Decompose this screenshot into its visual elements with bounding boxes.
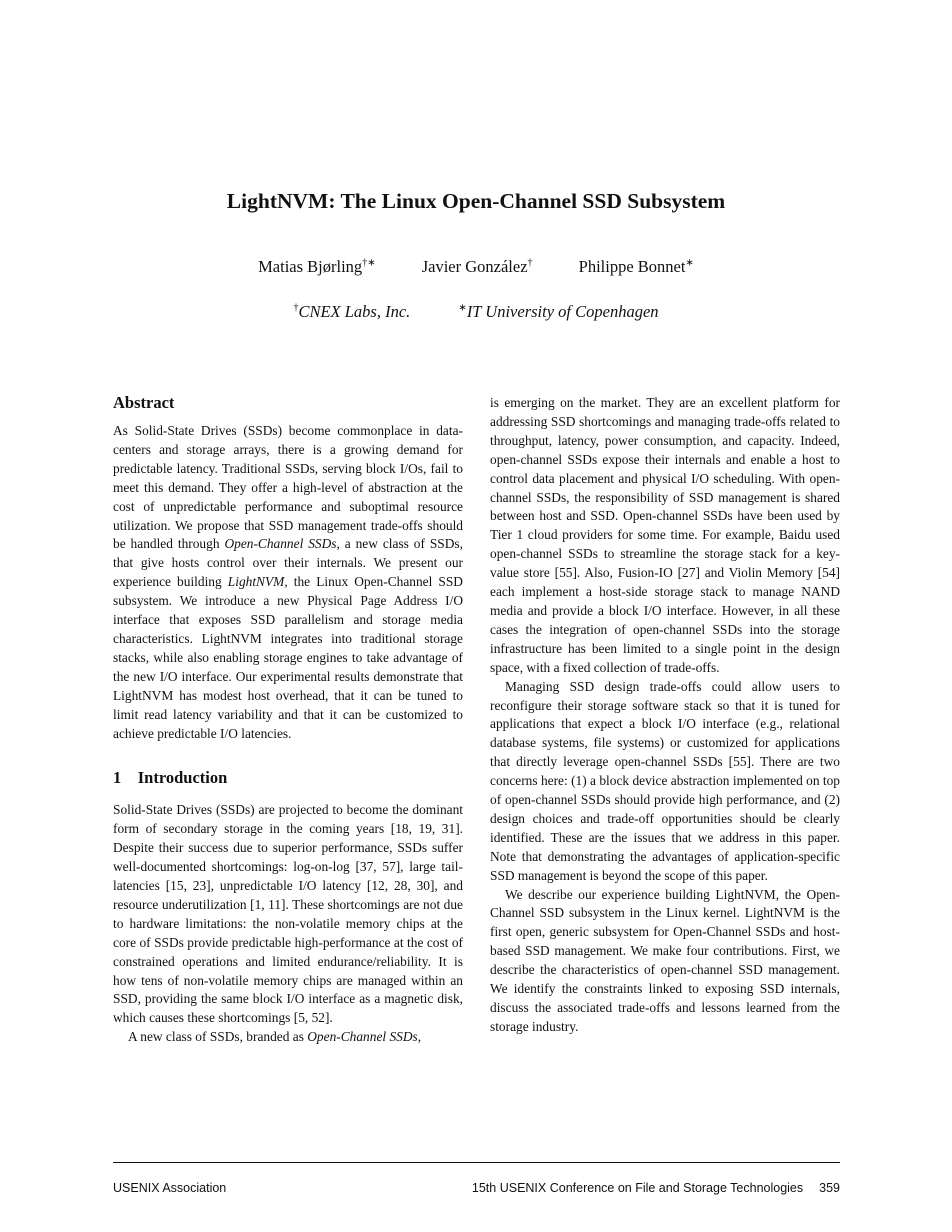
section-heading-introduction: 1 Introduction	[113, 768, 228, 788]
affiliation	[458, 302, 658, 322]
author-list	[0, 257, 952, 277]
abstract-heading: Abstract	[113, 393, 175, 412]
author-name: Javier González	[421, 257, 528, 276]
author	[579, 257, 694, 277]
intro-paragraph-1: Solid-State Drives (SSDs) are projected to become the dominant form of secondary storage in the coming years [18, 19, 31]. Despite their success due to superior performance, SSDs suffer well-documented shortcomings: log-on-log [37, 57], large tail-latencies [15, 23], unpredictable I/O latency [12, 28, 30], and resource underutilization [1, 11]. These shortcomings are not due to hardware limitations: the non-volatile memory chips at the core of SSDs provide predictable high-performance at the cost of constrained operations and limited endurance/reliability. It is how tens of non-volatile memory chips are managed within an SSD, providing the same block I/O interface as a magnetic disk, which causes these shortcomings [5, 52].	[113, 802, 463, 1026]
author-marks: †∗	[362, 257, 376, 269]
abstract-paragraph	[113, 422, 463, 743]
intro-paragraph-4: We describe our experience building LightNVM, the Open-Channel SSD subsystem in the Linux kernel. LightNVM is the first open, generic subsystem for Open-Channel SSDs and host-based SSD management. We make four contributions. First, we describe the characteristics of open-channel SSD management. We identify the constraints linked to exposing SSD internals, discuss the associated trade-offs and lessons learned from the storage industry.	[490, 886, 840, 1034]
paper-title: LightNVM: The Linux Open-Channel SSD Subsystem	[226, 189, 726, 213]
author-name: Philippe Bonnet	[578, 257, 686, 276]
abstract-text: As Solid-State Drives (SSDs) become commonplace in data-centers and storage arrays, there is a growing demand for predictable latency. Traditional SSDs, serving block I/Os, fail to meet this demand. They offer a high-level of abstraction at the cost of unpredictable performance and suboptimal resource utilization. We propose that SSD management trade-offs should be handled through	[113, 423, 463, 552]
intro-paragraph-3: Managing SSD design trade-offs could allow users to reconfigure their storage software stack so that it is tuned for applications that expect a block I/O interface (e.g., relational database systems, file systems) or customized for applications that directly leverage open-channel SSDs [55]. There are two concerns here: (1) a block device abstraction implemented on top of open-channel SSDs should provide high performance, and (2) design choices and trade-off opportunities should be clearly identified. These are the issues that we address in this paper. Note that demonstrating the advantages of application-specific SSD management is beyond the scope of this paper.	[490, 678, 840, 883]
left-column	[113, 392, 463, 1047]
footer-rule	[113, 1162, 840, 1163]
intro-paragraph-2-start	[113, 1028, 463, 1047]
intro-emphasis: Open-Channel SSDs	[307, 1029, 418, 1045]
intro-paragraph-2-cont: is emerging on the market. They are an excellent platform for addressing SSD shortcomings and managing trade-offs related to throughput, latency, power consumption, and capacity. Indeed, open-channel SSDs expose their internals and enable a host to control data placement and physical I/O scheduling. With open-channel SSDs, the responsibility of SSD management is shared between host and SSD. Open-channel SSDs have been used by Tier 1 cloud providers for some time. For example, Baidu used open-channel SSDs to streamline the storage stack for a key-value store [55]. Also, Fusion-IO [27] and Violin Memory [54] each implement a host-side storage stack to manage NAND media and provide a block I/O interface. However, in all these cases the integration of open-channel SSDs into the storage infrastructure has been limited to a single point in the design space, with a fixed collection of trade-offs.	[490, 395, 840, 675]
affiliation-name: CNEX Labs, Inc.	[298, 302, 411, 321]
right-column	[490, 394, 840, 1037]
affiliation-mark: ∗	[458, 302, 467, 314]
affiliation-mark: †	[293, 302, 299, 314]
footer-conference: 15th USENIX Conference on File and Storage Technologies	[471, 1181, 804, 1195]
affiliation	[293, 302, 410, 322]
page-number: 359	[819, 1181, 840, 1195]
author	[258, 257, 375, 277]
abstract-text: , a new class of SSDs, that give hosts control over their internals. We present our experience building	[113, 536, 463, 590]
footer-right	[472, 1181, 840, 1195]
intro-text: ,	[417, 1029, 422, 1045]
author-name: Matias Bjørling	[258, 257, 363, 276]
footer-left: USENIX Association	[113, 1181, 227, 1195]
abstract-text: , the Linux Open-Channel SSD subsystem. We introduce a new Physical Page Address I/O interface that exposes SSD parallelism and storage media characteristics. LightNVM integrates into traditional storage stacks, while also enabling storage engines to take advantage of the new I/O interface. Our experimental results demonstrate that LightNVM has modest host overhead, that it can be tuned to limit read latency variability and that it can be customized to achieve predictable I/O latencies.	[113, 574, 463, 741]
affiliation-list	[0, 302, 952, 322]
author-marks: †	[527, 257, 533, 269]
abstract-emphasis: Open-Channel SSDs	[224, 536, 337, 552]
author-marks: ∗	[685, 257, 694, 269]
affiliation-name: IT University of Copenhagen	[466, 302, 659, 321]
abstract-emphasis: LightNVM	[227, 574, 285, 590]
intro-text: A new class of SSDs, branded as	[128, 1029, 308, 1045]
author	[422, 257, 533, 277]
